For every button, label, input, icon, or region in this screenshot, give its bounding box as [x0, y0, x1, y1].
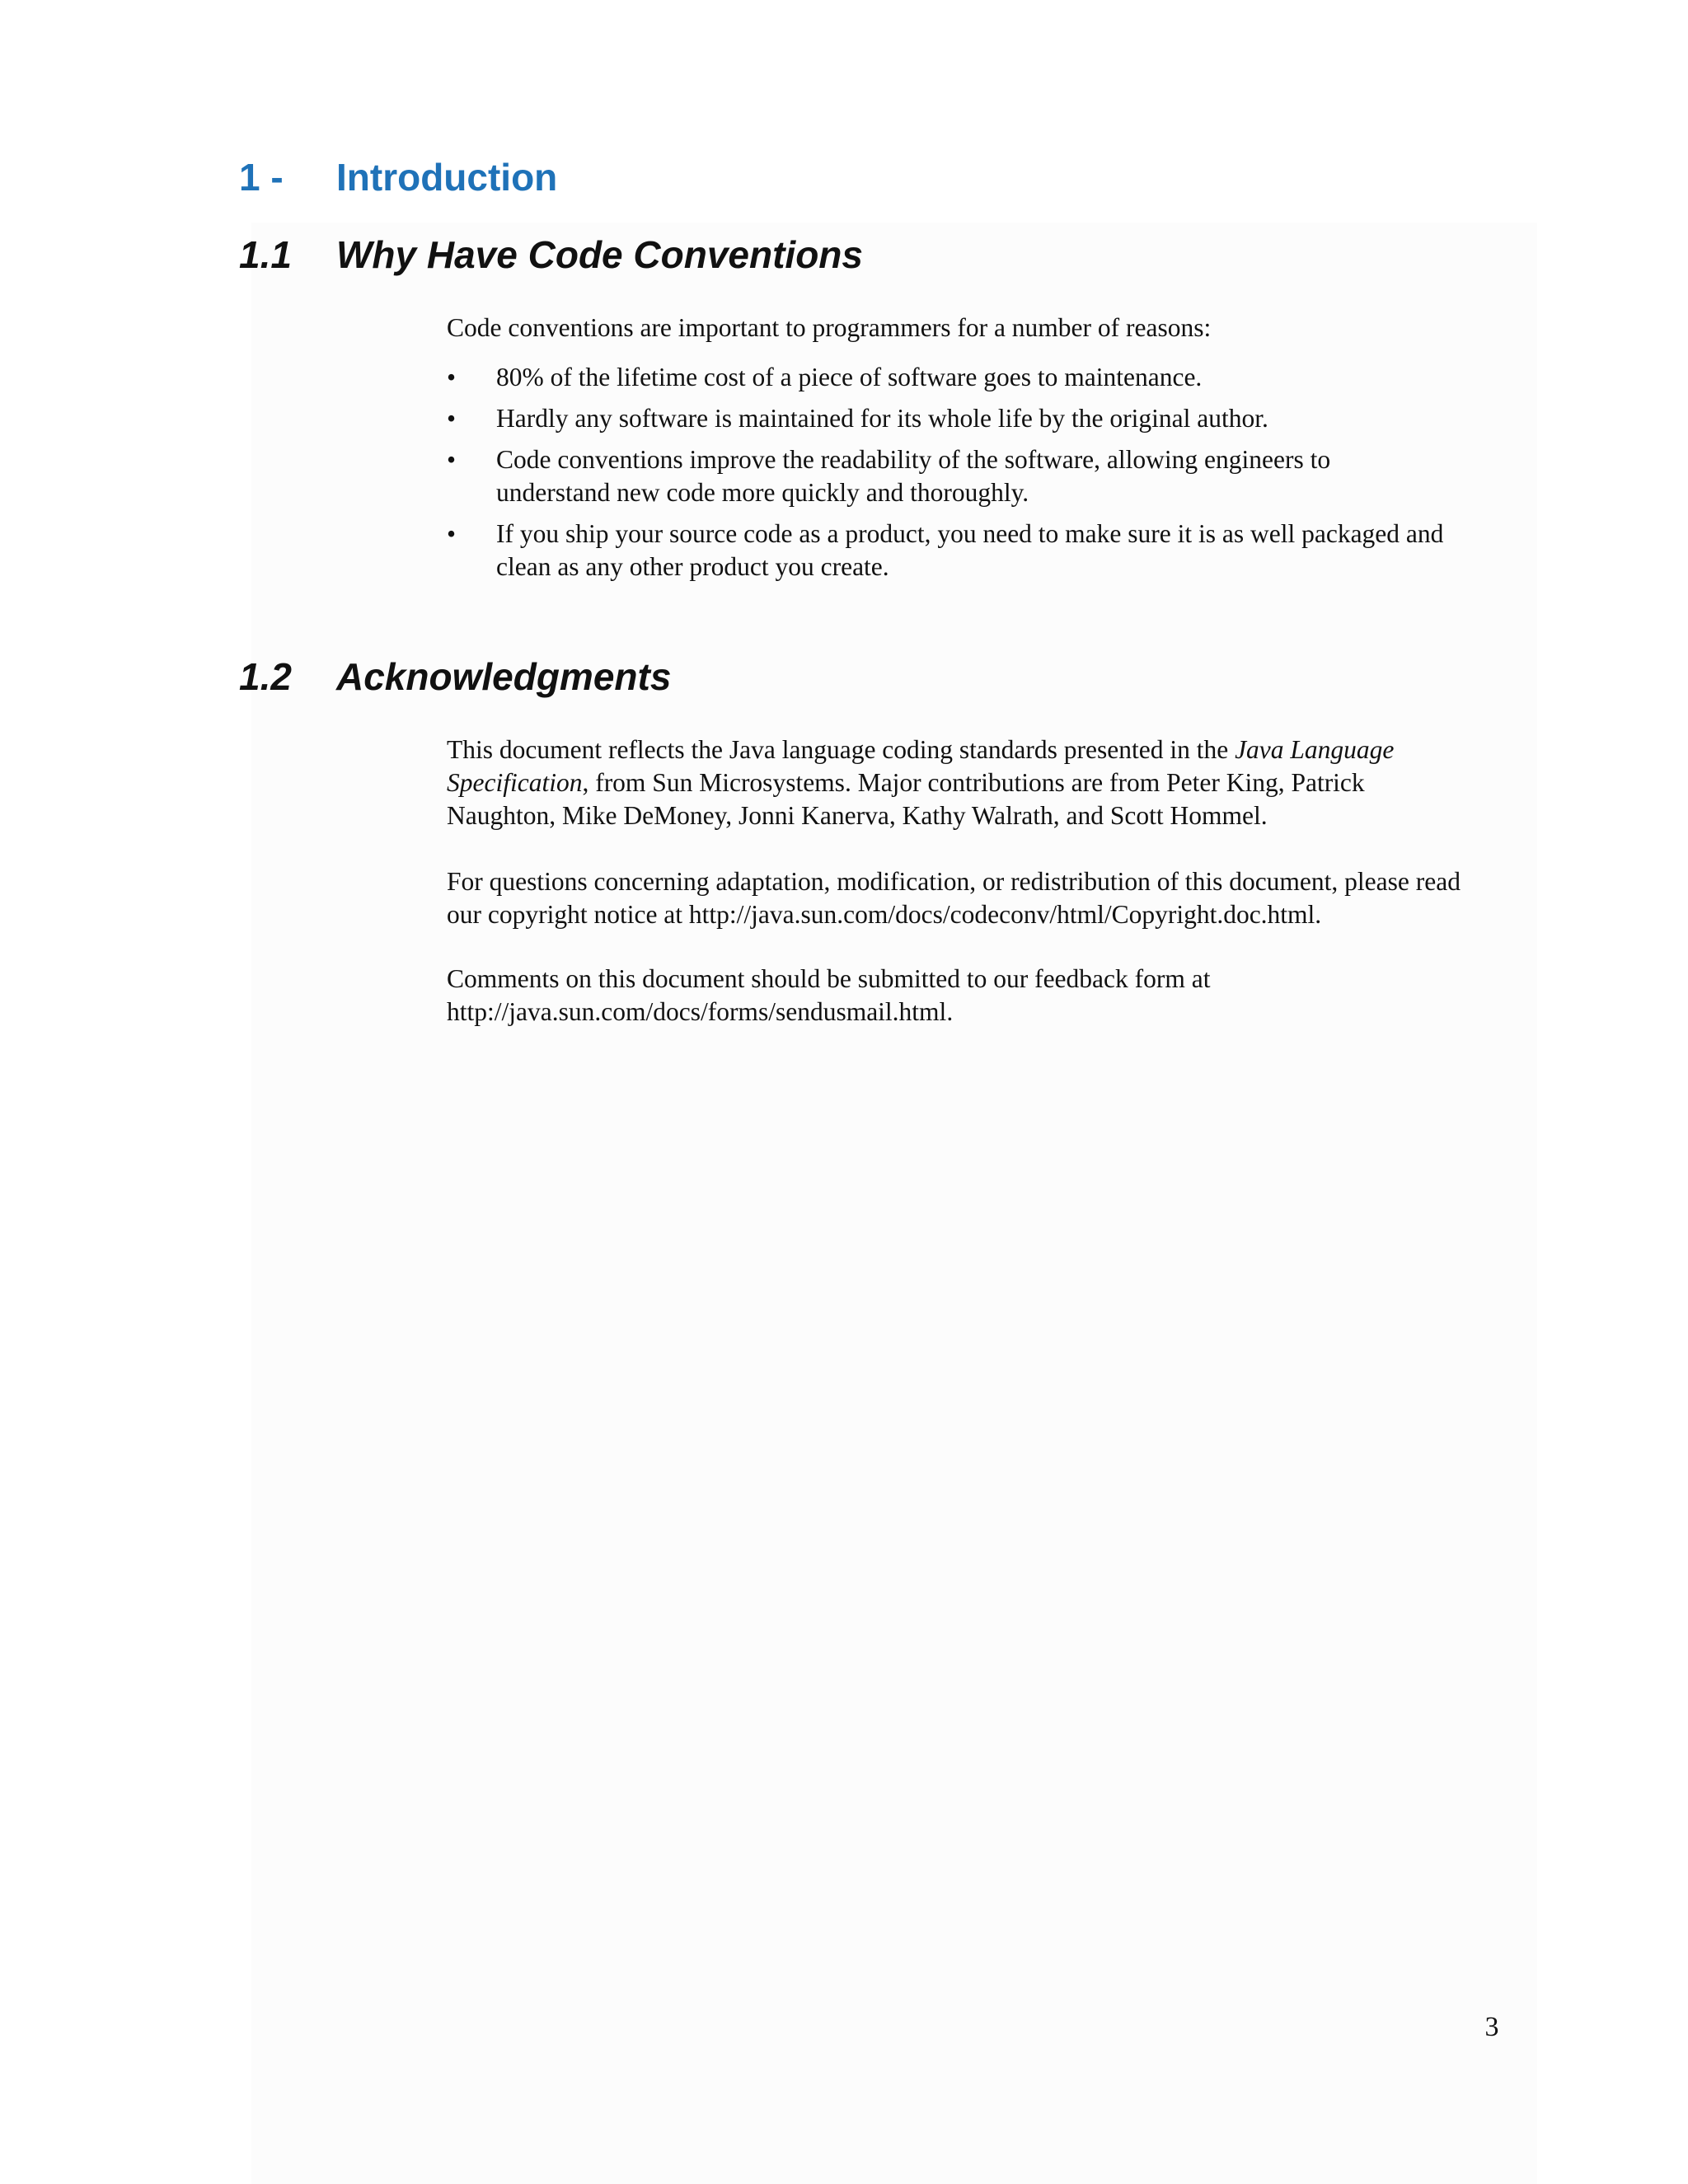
paragraph-text: , from Sun Microsystems. Major contributions are from Peter King, Patrick Naughton, Mike DeMoney, Jonni Kanerva, Kathy Walrath, and Scott Hommel. [447, 768, 1365, 830]
subsection-number: 1.1 [239, 233, 292, 276]
bullet-item [447, 361, 1493, 394]
intro-paragraph: Code conventions are important to programmers for a number of reasons: [447, 313, 1212, 342]
subsection-heading-1-2 [239, 649, 671, 704]
subsection-number: 1.2 [239, 655, 292, 698]
spec-title: Java Language Specification [447, 735, 1395, 797]
page-background [251, 223, 1537, 2184]
acknowledgments-paragraph [447, 733, 1469, 832]
bullet-item [447, 518, 1469, 583]
paragraph-text: This document reflects the Java language coding standards presented in the [447, 735, 1236, 764]
section-heading [239, 150, 557, 204]
feedback-paragraph: Comments on this document should be submitted to our feedback form at http://java.sun.com/docs/forms/sendusmail.html. [447, 964, 1211, 1026]
bullet-text: 80% of the lifetime cost of a piece of software goes to maintenance. [496, 363, 1203, 391]
subsection-title: Acknowledgments [336, 655, 672, 698]
bullet-glyph: • [447, 445, 457, 474]
subsection-heading-1-1 [239, 227, 863, 282]
bullet-text: Hardly any software is maintained for its whole life by the original author. [496, 404, 1268, 433]
bullet-text: Code conventions improve the readability of the software, allowing engineers to understand new code more quickly and thoroughly. [496, 445, 1331, 507]
bullet-glyph: • [447, 363, 457, 391]
bullet-glyph: • [447, 404, 457, 433]
bullet-item [447, 443, 1419, 509]
subsection-title: Why Have Code Conventions [336, 233, 863, 276]
section-title: Introduction [336, 156, 558, 199]
copyright-paragraph: For questions concerning adaptation, modification, or redistribution of this document, please read our copyright notice at http://java.sun.com/docs/codeconv/html/Copyright.doc.html. [447, 867, 1461, 929]
section-number: 1 - [239, 156, 284, 199]
page-number: 3 [1484, 2012, 1499, 2042]
bullet-item [447, 402, 1493, 435]
bullet-text: If you ship your source code as a product, you need to make sure it is as well packaged and clean as any other product you create. [496, 519, 1444, 581]
bullet-glyph: • [447, 519, 457, 548]
